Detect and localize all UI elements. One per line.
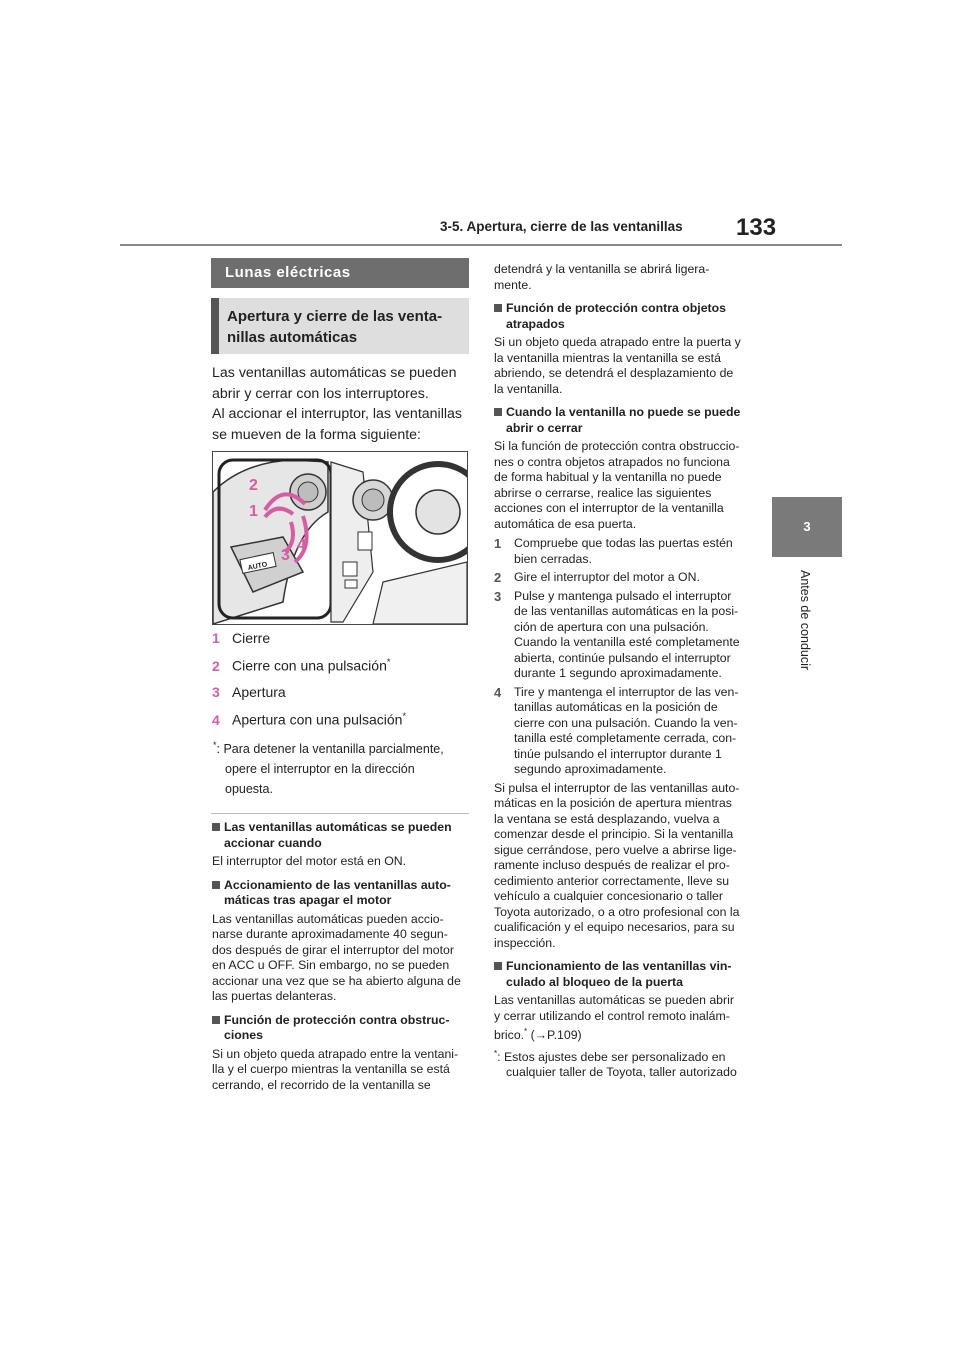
legend-item (212, 684, 472, 700)
figure-label-1: 1 (249, 503, 258, 520)
note-text: Las ventanillas automáticas pueden accio- narse durante aproximadamente 40 segun- dos después de girar el interruptor del motor en ACC u OFF. Sin embargo, no se pueden accionar una vez que se ha abierto alguna de las puertas delanteras. (212, 911, 461, 1003)
step-number: 2 (494, 570, 502, 585)
legend-text: Cierre con una pulsación (232, 657, 387, 674)
figure-footnote (213, 735, 473, 799)
page-reference: (→P.109) (527, 1028, 582, 1043)
footnote-marker: * (402, 711, 406, 721)
left-notes (212, 820, 474, 1093)
intro-line: Al accionar el interruptor, las ventanillas (212, 406, 462, 422)
footnote-marker: * (524, 1027, 528, 1036)
step-number: 1 (494, 536, 502, 551)
legend-number: 4 (212, 711, 220, 728)
figure-label-4: 4 (297, 537, 306, 554)
legend-number: 1 (212, 630, 220, 646)
note-text: Si la función de protección contra obstruccio- nes o contra objetos atrapados no funciona de forma habitual y la ventanilla no puede abrirse o cerrarse, realice las siguientes acciones con el interruptor de la ventanilla automática de esa puerta. (494, 439, 740, 531)
legend-item (212, 711, 472, 728)
intro-line: abrir y cerrar con los interruptores. (212, 385, 429, 402)
legend-item (212, 630, 472, 646)
step-number: 4 (494, 684, 502, 700)
legend-item (212, 657, 472, 674)
note-text: Si un objeto queda atrapado entre la ventani- lla y el cuerpo mientras la ventanilla se está cerrando, el recorrido de la ventanilla se (212, 1046, 459, 1092)
intro-paragraph (212, 363, 474, 445)
footnote-line: opuesta. (225, 782, 273, 797)
procedure-step: 1 Compruebe que todas las puertas estén bien cerradas. (494, 536, 733, 566)
figure-label-2: 2 (249, 477, 258, 494)
note-heading: Cuando la ventanilla no puede se puede abrir o cerrar (494, 405, 756, 436)
notes-divider (211, 813, 469, 814)
header-divider (120, 244, 842, 246)
legend-number: 2 (212, 657, 220, 674)
step-number: 3 (494, 588, 502, 604)
note-heading: Función de protección contra objetos atrapados (494, 301, 756, 332)
note-text: El interruptor del motor está en ON. (212, 854, 407, 868)
illustration-svg (213, 452, 467, 624)
note-heading: Funcionamiento de las ventanillas vin- culado al bloqueo de la puerta (494, 959, 756, 990)
legend-text: Cierre (232, 630, 271, 646)
footnote: *: Estos ajustes debe ser personalizado en cualquier taller de Toyota, taller autorizado (494, 1048, 737, 1080)
footnote-line: opere el interruptor en la dirección (225, 762, 415, 777)
right-column (494, 262, 756, 1081)
legend-text: Apertura con una pulsación (232, 711, 403, 728)
note-text: Las ventanillas automáticas se pueden abrir y cerrar utilizando el control remoto inalám- brico.* (→P.109) (494, 993, 734, 1043)
procedure-step: 2 Gire el interruptor del motor a ON. (494, 570, 700, 585)
subsection-title-line2: nillas automáticas (227, 329, 358, 346)
note-heading: Función de protección contra obstruc- ciones (212, 1013, 474, 1044)
intro-line: se mueven de la forma siguiente: (212, 426, 421, 443)
subsection-title-line1: Apertura y cierre de las venta- (227, 308, 443, 325)
intro-line: Las ventanillas automáticas se pueden (212, 365, 457, 381)
footnote-marker: * (386, 657, 391, 667)
switch-text: AUTO (247, 561, 268, 573)
note-heading: Las ventanillas automáticas se pueden accionar cuando (212, 820, 474, 851)
page-number: 133 (736, 214, 777, 241)
legend-text: Apertura (232, 684, 286, 700)
note-text: Si un objeto queda atrapado entre la puerta y la ventanilla mientras la ventanilla se está abriendo, se detendrá el desplazamiento de la ventanilla. (494, 335, 741, 396)
legend-number: 3 (212, 684, 220, 700)
header-section-title: 3-5. Apertura, cierre de las ventanillas (440, 219, 683, 234)
note-text: detendrá y la ventanilla se abrirá ligera- mente. (494, 262, 710, 292)
window-switch-illustration (212, 451, 468, 625)
footnote-marker: * (494, 1048, 498, 1058)
chapter-label: Antes de conducir (798, 570, 812, 671)
subsection-title (211, 298, 469, 354)
figure-label-3: 3 (281, 547, 290, 564)
chapter-tab: 3 (772, 497, 842, 557)
note-heading: Accionamiento de las ventanillas auto- máticas tras apagar el motor (212, 878, 474, 909)
note-text: Si pulsa el interruptor de las ventanillas auto- máticas en la posición de apertura mientras la ventana se está desplazando, vuelva a comenzar desde el principio. Si la ventanilla sigue cerrándose, pero vuelve a abrirse lige- ramente incluso después de realizar el pro- cedimiento anterior correctamente, lleve su vehículo a cualquier concesionario o taller Toyota autorizado, o a otro profesional con la cualificación y el equipo necesarios, para su inspección. (494, 780, 740, 950)
section-title: Lunas eléctricas (211, 258, 469, 288)
procedure-step: 3 Pulse y mantenga pulsado el interruptor de las ventanillas automáticas en la posi- ción de apertura con una pulsación. Cuando la ventanilla esté completamente abierta, continúe pulsando el interruptor durante 1 segundo aproximadamente. (494, 588, 740, 680)
procedure-step: 4 Tire y mantenga el interruptor de las ven- tanillas automáticas en la posición de cierre con una pulsación. Cuando la ven- tanilla esté completamente cerrada, con- tinúe pulsando el interruptor durante 1 segundo aproximadamente. (494, 684, 739, 776)
footnote-line: : Para detener la ventanilla parcialmente, (216, 742, 444, 757)
footnote-marker: * (213, 740, 217, 750)
